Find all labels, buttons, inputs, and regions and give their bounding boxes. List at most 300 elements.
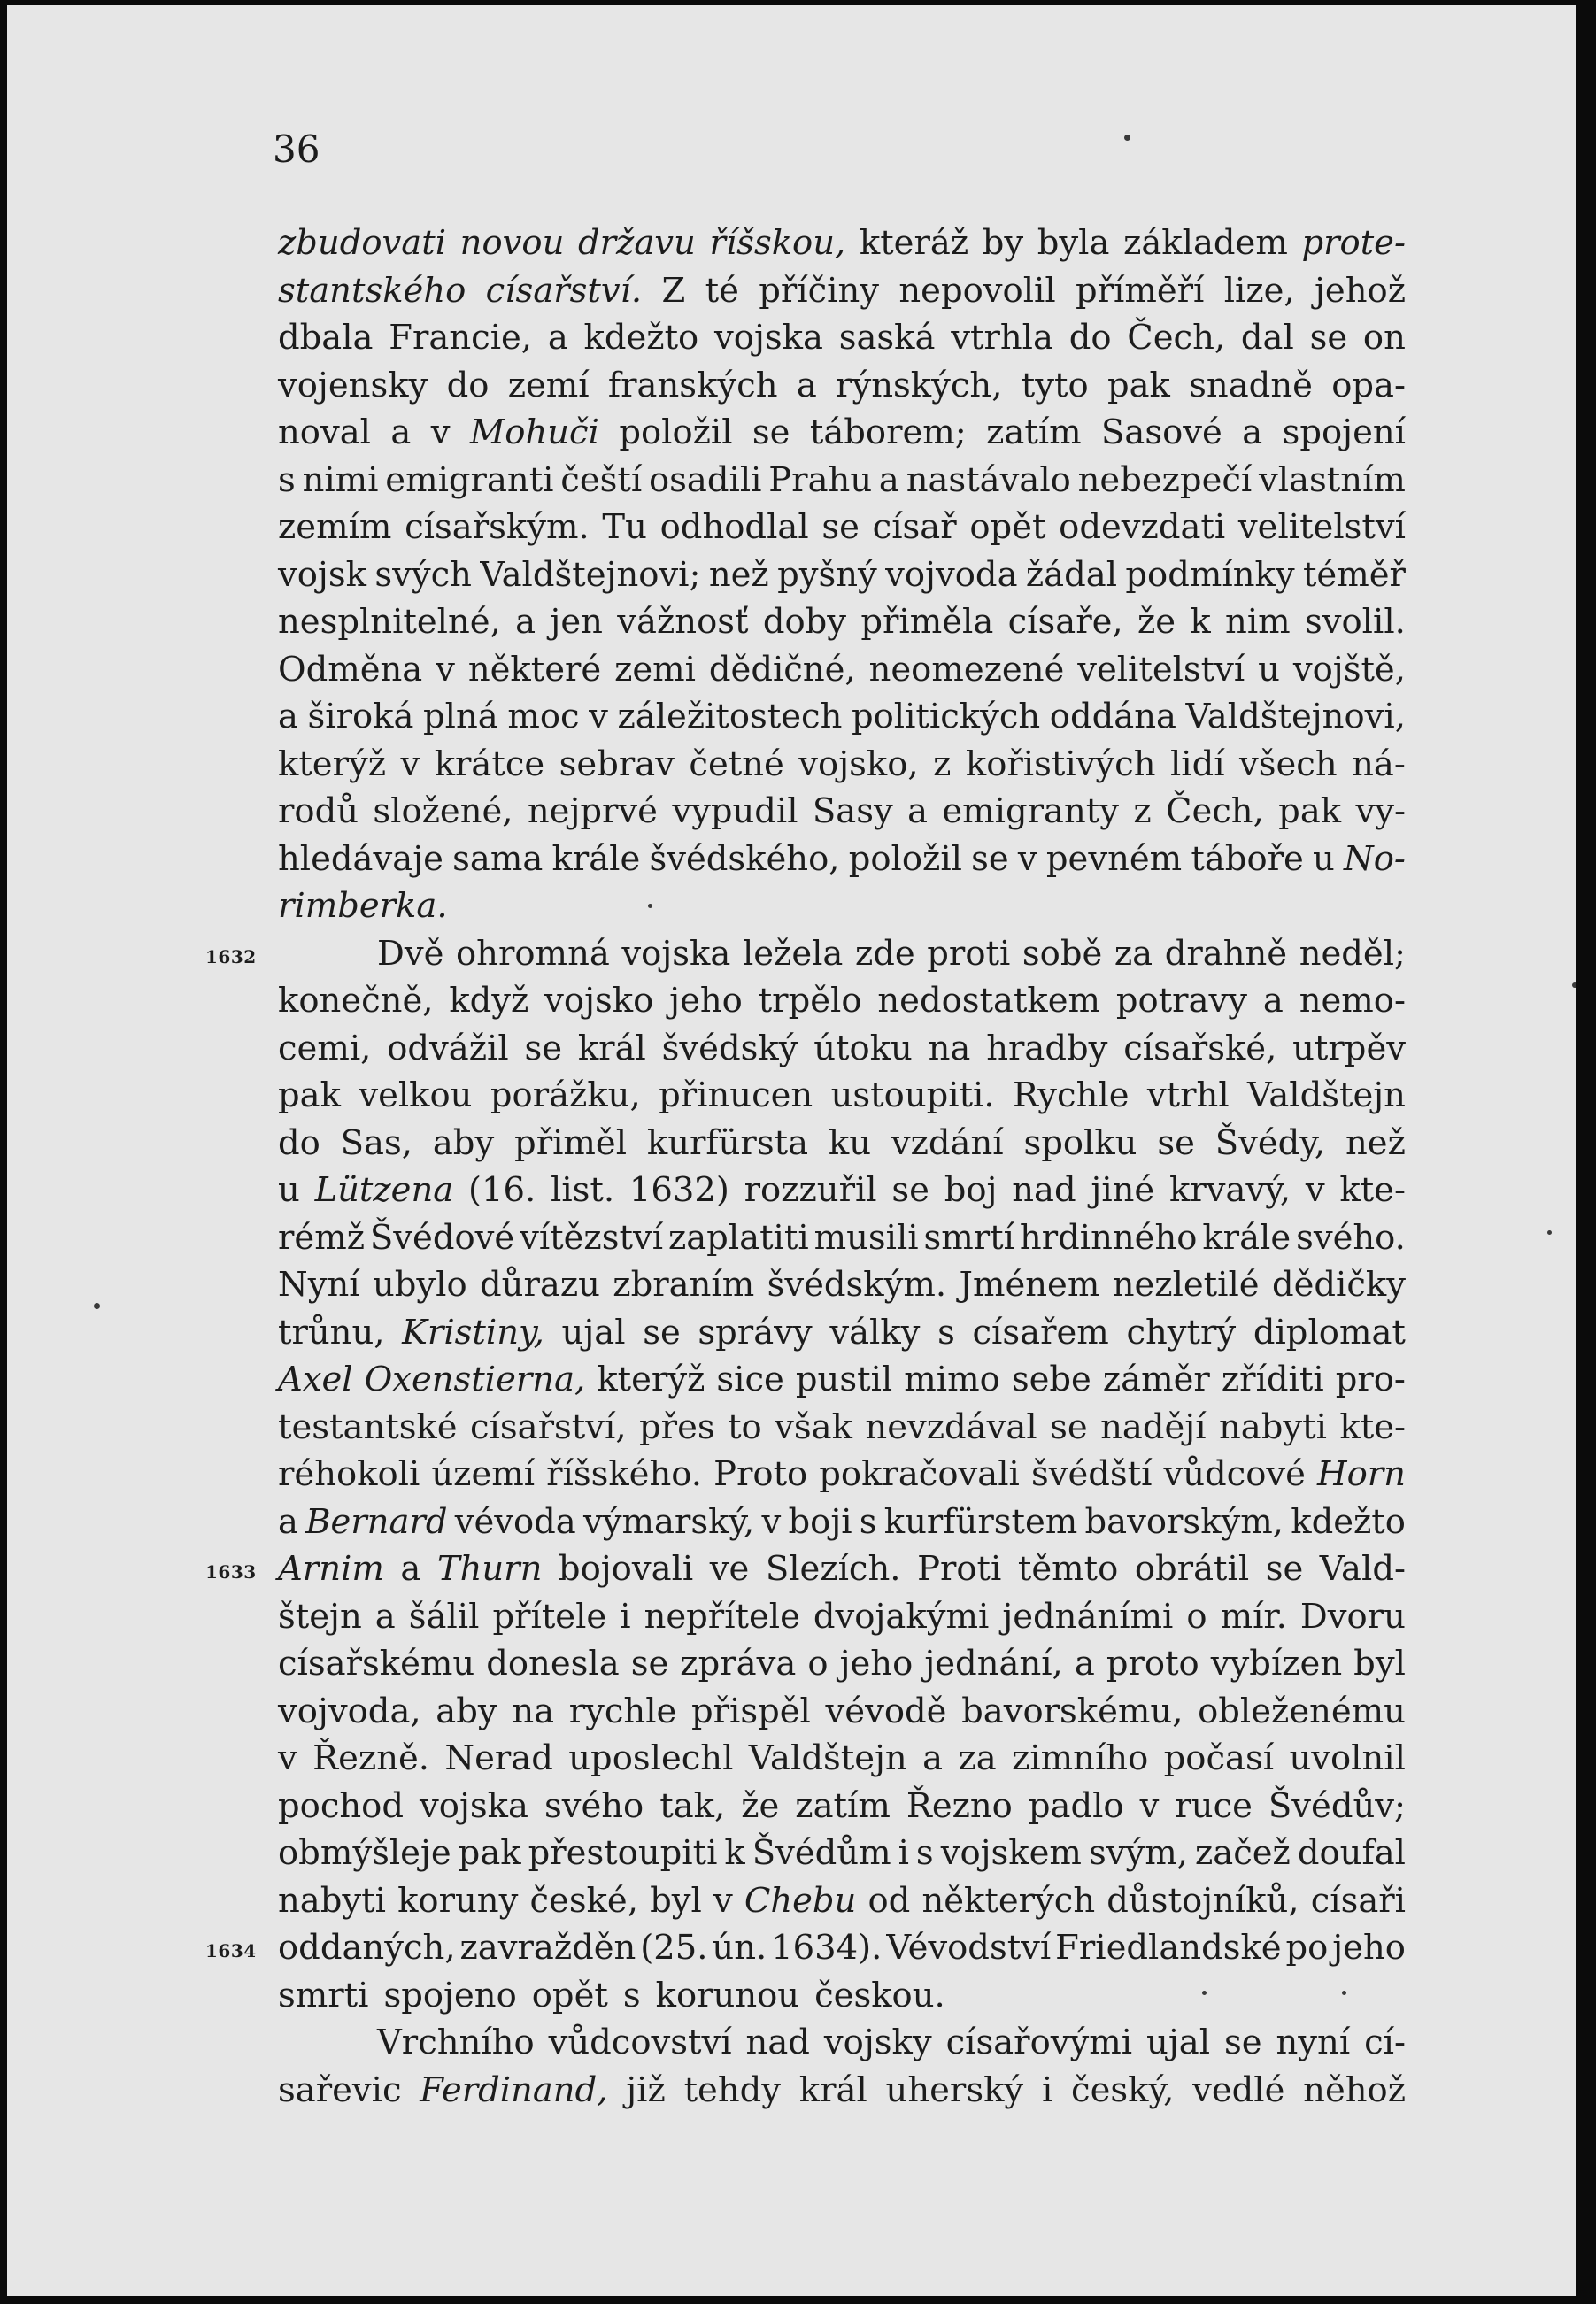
text-line <box>278 362 1406 410</box>
word: koruny <box>397 1880 519 1921</box>
text-line <box>278 788 1406 836</box>
word: v <box>589 697 608 736</box>
word: přispěl <box>691 1691 811 1731</box>
word: obrátil <box>1134 1549 1250 1589</box>
word: o <box>1186 1596 1207 1637</box>
scan-speck <box>1547 1230 1552 1235</box>
word: vážnosť <box>617 602 749 642</box>
word: po <box>1285 1928 1329 1968</box>
word: Valdštejn <box>1247 1075 1406 1115</box>
word: uherský <box>885 2069 1024 2110</box>
word: přiměla <box>860 602 994 642</box>
word: Z <box>661 270 686 311</box>
word: císařskému <box>278 1644 475 1684</box>
body-text <box>205 220 1406 2114</box>
text-line <box>278 220 1406 267</box>
word: stantského <box>278 270 466 311</box>
word: kte- <box>1339 1406 1406 1447</box>
word: však <box>775 1406 852 1447</box>
word: Thurn <box>436 1549 543 1589</box>
word: svých <box>374 554 472 595</box>
word: ujal <box>561 1312 626 1352</box>
word: pak <box>278 1075 341 1115</box>
word: ustoupiti. <box>830 1075 995 1115</box>
word: jehož <box>1315 270 1406 311</box>
word: Švédy, <box>1214 1122 1326 1163</box>
word: a <box>796 365 817 405</box>
word: Valdštejnovi, <box>1185 697 1406 736</box>
word: císařským. <box>405 507 590 547</box>
word: vojsko <box>544 981 654 1021</box>
word: čeští <box>560 459 643 500</box>
word: nadějí <box>1100 1406 1207 1447</box>
word: již <box>626 2069 666 2110</box>
word: drahně <box>1164 933 1288 974</box>
word: a <box>278 697 298 736</box>
word: nad <box>1012 1170 1076 1210</box>
word: dědičné, <box>708 649 856 690</box>
word: u <box>1313 838 1335 879</box>
word: vojensky <box>278 365 428 405</box>
word: konečně, <box>278 981 434 1021</box>
word: v <box>1017 838 1037 879</box>
word: a <box>515 602 536 642</box>
word: císařovými <box>945 2023 1133 2062</box>
word: velitelství <box>1077 649 1245 690</box>
word: a <box>1074 1644 1095 1684</box>
word: se <box>891 1170 929 1210</box>
word: říšskou, <box>709 223 846 263</box>
word: zemí <box>507 365 590 405</box>
word: list. <box>551 1170 615 1210</box>
word: příčiny <box>759 270 880 311</box>
word: opět <box>969 507 1046 547</box>
word: dbala <box>278 318 374 358</box>
word: oddána <box>1049 697 1176 736</box>
word: testantské <box>278 1406 458 1447</box>
word: ubylo <box>372 1265 467 1305</box>
text-line <box>278 267 1406 315</box>
word: obleženému <box>1198 1691 1406 1731</box>
word: Jménem <box>959 1265 1100 1305</box>
word: jen <box>550 602 603 642</box>
word: něhož <box>1303 2069 1406 2110</box>
word: svolil. <box>1305 602 1406 642</box>
word: zbraním <box>613 1265 755 1305</box>
word: se <box>524 1028 563 1068</box>
text-line <box>278 693 1406 741</box>
text-line <box>278 1404 1406 1452</box>
word: uposlechl <box>568 1738 734 1778</box>
word: krátce <box>434 744 545 784</box>
word: spojeno <box>383 1975 517 2015</box>
word: u <box>278 1170 300 1210</box>
word: široká <box>307 697 414 736</box>
word: novou <box>459 223 565 263</box>
word: Rychle <box>1012 1075 1130 1115</box>
word: Axel <box>278 1360 353 1399</box>
word: zemím <box>278 507 392 547</box>
word: jeho <box>1332 1928 1406 1968</box>
word: vtrhl <box>1146 1075 1230 1115</box>
word: svého <box>544 1785 644 1826</box>
word: nebezpečí <box>1077 459 1253 500</box>
word: že <box>741 1785 780 1826</box>
text-line <box>278 1072 1406 1120</box>
word: byl <box>650 1880 702 1921</box>
text-line <box>278 1025 1406 1073</box>
word: cí- <box>1364 2023 1406 2062</box>
word: Proto <box>713 1454 808 1494</box>
word: u <box>1258 649 1280 690</box>
word: Tu <box>602 507 647 547</box>
word: výmarský, <box>582 1501 755 1542</box>
word: Nerad <box>444 1738 553 1778</box>
word: a <box>374 1596 396 1637</box>
text-line <box>205 1924 1406 1972</box>
word: oddaných, <box>278 1928 456 1968</box>
word: vypudil <box>672 791 798 831</box>
word: sice <box>716 1360 784 1399</box>
word: v <box>436 649 455 690</box>
word: nastávalo <box>906 459 1071 500</box>
word: četné <box>689 744 784 784</box>
word: zemi <box>614 649 696 690</box>
word: sařevic <box>278 2069 402 2110</box>
word: byla <box>1037 223 1110 263</box>
word: než <box>1345 1122 1406 1163</box>
word: plná <box>423 697 498 736</box>
word: utrpěv <box>1292 1028 1406 1068</box>
word: moc <box>507 697 580 736</box>
text-line <box>205 1545 1406 1593</box>
word: musili <box>813 1217 919 1258</box>
word: hradby <box>986 1028 1108 1068</box>
word: prote- <box>1301 223 1406 263</box>
word: sobě <box>1022 933 1103 974</box>
word: jednání, <box>924 1644 1063 1684</box>
word: zimního <box>1012 1738 1149 1778</box>
word: smrtí <box>923 1217 1014 1258</box>
word: réhokoli <box>278 1454 420 1494</box>
word: Kristiny, <box>402 1312 544 1352</box>
word: položil <box>848 838 962 879</box>
word: říšského. <box>546 1454 703 1494</box>
word: uvolnil <box>1289 1738 1406 1778</box>
margin-year: 1633 <box>205 1561 257 1583</box>
word: Lützena <box>314 1170 454 1210</box>
word: s <box>937 1312 955 1352</box>
word: Slezích. <box>765 1549 901 1589</box>
word: emigranty <box>942 791 1119 831</box>
word: počasí <box>1163 1738 1275 1778</box>
text-line <box>278 1451 1406 1499</box>
word: nimi <box>302 459 379 500</box>
word: svým, <box>1088 1833 1188 1873</box>
word: do <box>278 1122 320 1163</box>
word: Francie, <box>389 318 533 358</box>
word: sebe <box>1011 1360 1091 1399</box>
word: jednáními <box>1002 1596 1174 1637</box>
word: Nyní <box>278 1265 360 1305</box>
word: hledávaje <box>278 838 443 879</box>
word: franských <box>607 365 778 405</box>
word: snadně <box>1189 365 1313 405</box>
text-line <box>278 1688 1406 1736</box>
word: kteráž <box>859 223 969 263</box>
word: vojvoda, <box>278 1691 421 1731</box>
word: ku <box>828 1122 871 1163</box>
word: Dvoru <box>1299 1596 1406 1637</box>
word: přestoupiti <box>528 1833 718 1873</box>
word: vévodě <box>825 1691 947 1731</box>
word: vojsko, <box>798 744 919 784</box>
word: nepřítele <box>644 1596 800 1637</box>
word: Sasové <box>1101 412 1222 452</box>
text-line <box>278 2067 1406 2115</box>
word: začež <box>1194 1833 1291 1873</box>
word: český, <box>1071 2069 1175 2110</box>
book-page <box>7 5 1576 2296</box>
word: i <box>620 1596 631 1637</box>
word: se <box>1157 1122 1195 1163</box>
word: zavražděn <box>459 1928 636 1968</box>
word: se <box>752 412 790 452</box>
word: nepovolil <box>898 270 1056 311</box>
word: Švédům <box>752 1833 891 1873</box>
word: pro- <box>1335 1360 1406 1399</box>
word: zříditi <box>1221 1360 1324 1399</box>
word: vojsky <box>823 2023 932 2062</box>
word: pak <box>1278 791 1342 831</box>
word: to <box>728 1406 762 1447</box>
word: dal <box>1240 318 1294 358</box>
word: (16. <box>467 1170 536 1210</box>
word: jeho <box>839 1644 914 1684</box>
word: a <box>278 1501 298 1542</box>
word: žádal <box>1025 554 1118 595</box>
word: vojsk <box>278 554 366 595</box>
word: krále <box>551 838 641 879</box>
word: v <box>1305 1170 1325 1210</box>
word: odhodlal <box>659 507 809 547</box>
word: rýnských, <box>836 365 1003 405</box>
word: tehdy <box>683 2069 782 2110</box>
text-line <box>278 1640 1406 1688</box>
word: bavorským, <box>1084 1501 1284 1542</box>
word: opět <box>531 1975 608 2015</box>
word: Chebu <box>744 1880 857 1921</box>
word: nezletilé <box>1112 1265 1260 1305</box>
word: Švédův; <box>1268 1785 1406 1826</box>
word: opa- <box>1331 365 1406 405</box>
text-line <box>278 1309 1406 1357</box>
word: švédského, <box>649 838 840 879</box>
word: císařství, <box>470 1406 627 1447</box>
text-line <box>205 930 1406 978</box>
word: rodů <box>278 791 359 831</box>
word: nabyti <box>1219 1406 1327 1447</box>
word: některých <box>921 1880 1096 1921</box>
word: na <box>512 1691 555 1731</box>
word: emigranti <box>385 459 554 500</box>
word: za <box>1114 933 1153 974</box>
text-line <box>278 1261 1406 1309</box>
word: vojště, <box>1292 649 1406 690</box>
word: se <box>643 1312 681 1352</box>
word: doufal <box>1297 1833 1406 1873</box>
text-line <box>278 1593 1406 1641</box>
word: s <box>278 459 296 500</box>
word: kurfürsta <box>646 1122 809 1163</box>
word: některé <box>467 649 602 690</box>
word: pyšný <box>777 554 877 595</box>
word: v <box>400 744 420 784</box>
word: državu <box>578 223 696 263</box>
word: svého. <box>1296 1217 1406 1258</box>
word: správy <box>698 1312 813 1352</box>
word: vůdcové <box>1163 1454 1306 1494</box>
word: velitelství <box>1237 507 1406 547</box>
word: porážku, <box>490 1075 641 1115</box>
word: odevzdati <box>1059 507 1226 547</box>
scan-speck <box>1572 982 1576 988</box>
word: noval <box>278 412 371 452</box>
word: kterýž <box>278 744 387 784</box>
word: se <box>1309 318 1348 358</box>
word: No- <box>1344 838 1406 879</box>
word: odvážil <box>387 1028 509 1068</box>
word: rychle <box>568 1691 677 1731</box>
word: se <box>1223 2023 1262 2062</box>
word: vedlé <box>1192 2069 1285 2110</box>
word: a <box>907 791 929 831</box>
word: trpělo <box>758 981 862 1021</box>
word: i <box>898 1833 909 1873</box>
word: švédský <box>661 1028 798 1068</box>
word: 1632) <box>628 1170 729 1210</box>
word: Arnim <box>278 1549 384 1589</box>
page-number: 36 <box>273 127 320 171</box>
word: i <box>1041 2069 1053 2110</box>
word: lidí <box>1169 744 1225 784</box>
text-line <box>278 598 1406 646</box>
word: bavorskému, <box>961 1691 1184 1731</box>
word: císařem <box>972 1312 1109 1352</box>
word: z <box>933 744 952 784</box>
word: Sasy <box>812 791 893 831</box>
text-line <box>278 836 1406 883</box>
word: jeho <box>669 981 743 1021</box>
word: Valdštejn <box>748 1738 907 1778</box>
word: podmínky <box>1125 554 1295 595</box>
word: tyto <box>1021 365 1089 405</box>
word: od <box>867 1880 911 1921</box>
word: než <box>708 554 769 595</box>
word: Bernard <box>305 1501 448 1542</box>
word: nyní <box>1276 2023 1351 2062</box>
word: jiné <box>1091 1170 1155 1210</box>
word: Švédové <box>369 1217 515 1258</box>
margin-year: 1634 <box>205 1940 257 1961</box>
word: (25. <box>640 1928 708 1968</box>
word: ve <box>709 1549 750 1589</box>
word: Prahu <box>768 459 873 500</box>
word: padlo <box>1028 1785 1124 1826</box>
word: císařské, <box>1123 1028 1277 1068</box>
text-line <box>278 504 1406 551</box>
word: v <box>1139 1785 1160 1826</box>
word: švédští <box>1030 1454 1153 1494</box>
word: vlastním <box>1259 459 1406 500</box>
word: trůnu, <box>278 1312 385 1352</box>
word: a <box>390 412 412 452</box>
word: krvavý, <box>1169 1170 1291 1210</box>
word: vítězství <box>520 1217 664 1258</box>
word: a <box>1242 412 1263 452</box>
text-line <box>278 551 1406 599</box>
word: vzdání <box>891 1122 1004 1163</box>
word: vojskem <box>940 1833 1082 1873</box>
text-line <box>278 741 1406 789</box>
word: nemo- <box>1299 981 1406 1021</box>
word: byl <box>1353 1644 1406 1684</box>
word: král <box>577 1028 646 1068</box>
word: Čech, <box>1165 791 1264 831</box>
word: kurfürstem <box>883 1501 1078 1542</box>
word: zatím <box>795 1785 891 1826</box>
word: všech <box>1239 744 1338 784</box>
word: příměří <box>1076 270 1205 311</box>
word: spolku <box>1023 1122 1137 1163</box>
word: kdežto <box>1291 1501 1406 1542</box>
word: se <box>1050 1406 1088 1447</box>
word: cemi, <box>278 1028 372 1068</box>
word: neomezené <box>868 649 1065 690</box>
word: táboře <box>1191 838 1304 879</box>
word: sama <box>452 838 544 879</box>
word: smrti <box>278 1975 369 2015</box>
word: švédským. <box>767 1265 947 1305</box>
word: vůdcovství <box>548 2023 732 2062</box>
word: pevném <box>1045 838 1183 879</box>
word: chytrý <box>1126 1312 1237 1352</box>
text-line <box>278 1783 1406 1830</box>
word: zde <box>854 933 915 974</box>
word: základem <box>1123 223 1288 263</box>
word: české, <box>529 1880 638 1921</box>
word: táborem; <box>809 412 967 452</box>
word: císaři <box>1310 1880 1406 1921</box>
word: téměř <box>1302 554 1406 595</box>
word: Mohuči <box>469 412 599 452</box>
word: korunou <box>655 1975 800 2015</box>
word: císařství. <box>485 270 643 311</box>
word: pustil <box>795 1360 893 1399</box>
scan-speck <box>1202 1991 1207 1995</box>
text-line <box>278 1499 1406 1546</box>
word: z <box>1133 791 1152 831</box>
text-line <box>278 1214 1406 1262</box>
word: se <box>821 507 860 547</box>
word: ohromná <box>456 933 610 974</box>
word: v <box>713 1880 733 1921</box>
text-line <box>278 457 1406 505</box>
text-line <box>278 314 1406 362</box>
word: kte- <box>1339 1170 1406 1210</box>
word: boji <box>788 1501 852 1542</box>
word: rozzuřil <box>744 1170 877 1210</box>
